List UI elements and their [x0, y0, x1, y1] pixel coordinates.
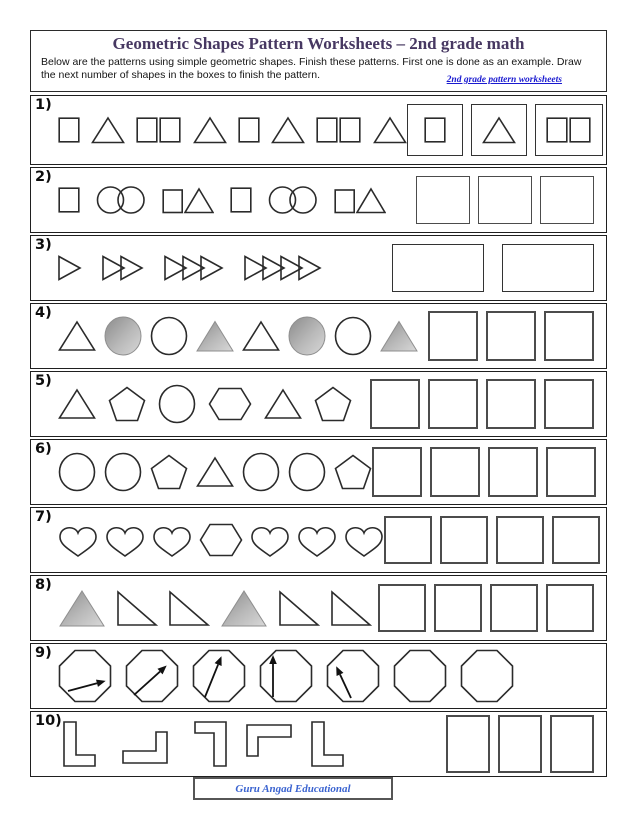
shape-sequence — [58, 185, 386, 215]
shape-sequence — [58, 649, 380, 703]
answer-box — [428, 379, 478, 429]
octagon-shape — [393, 649, 447, 703]
filled-circle-shape — [103, 315, 143, 357]
answer-boxes — [392, 244, 594, 292]
heart-shape — [152, 522, 192, 558]
answer-boxes — [372, 447, 596, 497]
heart-shape — [105, 522, 145, 558]
answer-box — [428, 311, 478, 361]
triangle-group-shape — [164, 254, 226, 282]
right-triangle-shape — [278, 589, 320, 627]
heart-shape — [250, 522, 290, 558]
answer-boxes — [407, 104, 603, 156]
pattern-row-3 — [30, 235, 607, 301]
answer-box — [478, 176, 532, 224]
shape-sequence — [58, 254, 324, 282]
octagon-arrow-shape — [58, 649, 112, 703]
double-square-shape — [136, 117, 182, 143]
filled-triangle-shape — [379, 319, 419, 353]
row-number: 5) — [35, 373, 52, 389]
heart-shape — [58, 522, 98, 558]
row-number: 2) — [35, 169, 52, 185]
triangle-group-shape — [102, 254, 146, 282]
answer-boxes — [378, 584, 594, 632]
answer-box — [552, 516, 600, 564]
right-triangle-shape — [168, 589, 210, 627]
pentagon-shape — [334, 454, 372, 490]
triangle-shape — [264, 388, 302, 420]
pattern-row-5 — [30, 371, 607, 437]
square-triangle-shape — [162, 186, 214, 214]
triangle-shape — [482, 116, 516, 144]
square-shape — [58, 117, 80, 143]
pattern-row-1 — [30, 95, 607, 165]
hexagon-shape — [199, 523, 243, 557]
circle-shape — [150, 316, 188, 356]
answer-box — [546, 584, 594, 632]
octagon-arrow-shape — [326, 649, 380, 703]
l-shape — [58, 718, 108, 770]
answer-box — [486, 379, 536, 429]
l-shape — [182, 718, 232, 770]
answer-box — [540, 176, 594, 224]
answer-box — [546, 447, 596, 497]
triangle-group-shape — [58, 254, 84, 282]
answer-boxes — [416, 176, 594, 224]
pattern-row-8 — [30, 575, 607, 641]
shape-sequence — [58, 384, 352, 424]
answer-box — [384, 516, 432, 564]
row-number: 7) — [35, 509, 52, 525]
circle-shape — [58, 452, 96, 492]
heart-shape — [297, 522, 337, 558]
row-number: 3) — [35, 237, 52, 253]
square-shape — [424, 117, 446, 143]
answer-boxes — [393, 649, 514, 703]
octagon-arrow-shape — [125, 649, 179, 703]
pattern-row-2 — [30, 167, 607, 233]
triangle-shape — [58, 388, 96, 420]
triangle-shape — [196, 456, 234, 488]
example-answer-box — [535, 104, 603, 156]
circle-shape — [104, 452, 142, 492]
triangle-shape — [91, 116, 125, 144]
circle-shape — [158, 384, 196, 424]
triangle-group-shape — [244, 254, 324, 282]
double-circle-shape — [96, 185, 146, 215]
row-number: 10) — [35, 713, 62, 729]
filled-triangle-shape — [195, 319, 235, 353]
pattern-row-6 — [30, 439, 607, 505]
pentagon-shape — [314, 386, 352, 422]
l-shape — [306, 718, 356, 770]
instructions-text: Below are the patterns using simple geometric shapes. Finish these patterns. First one is done as an example. Draw the next number of shapes in the boxes to finish the pattern. — [41, 55, 582, 82]
answer-box — [430, 447, 480, 497]
hexagon-shape — [208, 387, 252, 421]
answer-box — [490, 584, 538, 632]
row-number: 1) — [35, 97, 52, 113]
row-number: 4) — [35, 305, 52, 321]
brand-link[interactable]: Guru Angad Educational — [235, 782, 351, 795]
answer-box — [370, 379, 420, 429]
double-square-shape — [546, 117, 592, 143]
pattern-rows — [30, 95, 607, 779]
shape-sequence — [58, 522, 384, 558]
double-circle-shape — [268, 185, 318, 215]
pattern-row-10 — [30, 711, 607, 777]
answer-box — [372, 447, 422, 497]
right-triangle-shape — [330, 589, 372, 627]
triangle-shape — [242, 320, 280, 352]
heart-shape — [344, 522, 384, 558]
filled-triangle-shape — [58, 588, 106, 628]
answer-box — [486, 311, 536, 361]
triangle-shape — [193, 116, 227, 144]
filled-triangle-shape — [220, 588, 268, 628]
example-answer-box — [471, 104, 527, 156]
shape-sequence — [58, 452, 372, 492]
octagon-arrow-shape — [259, 649, 313, 703]
answer-box — [550, 715, 594, 773]
answer-box — [392, 244, 484, 292]
header — [30, 30, 607, 92]
answer-octagon — [393, 649, 447, 703]
row-number: 8) — [35, 577, 52, 593]
answer-box — [488, 447, 538, 497]
pentagon-shape — [108, 386, 146, 422]
l-shape — [120, 718, 170, 770]
page-title: Geometric Shapes Pattern Worksheets – 2nd grade math — [112, 34, 525, 53]
square-shape — [238, 117, 260, 143]
square-shape — [58, 187, 80, 213]
answer-box — [502, 244, 594, 292]
octagon-shape — [460, 649, 514, 703]
square-triangle-shape — [334, 186, 386, 214]
shape-sequence — [58, 588, 372, 628]
footer — [193, 777, 393, 800]
answer-box — [544, 379, 594, 429]
pattern-worksheets-link[interactable]: 2nd grade pattern worksheets — [446, 75, 562, 85]
answer-box — [498, 715, 542, 773]
right-triangle-shape — [116, 589, 158, 627]
answer-octagon — [460, 649, 514, 703]
answer-box — [440, 516, 488, 564]
pattern-row-4 — [30, 303, 607, 369]
row-number: 9) — [35, 645, 52, 661]
octagon-arrow-shape — [192, 649, 246, 703]
circle-shape — [242, 452, 280, 492]
answer-box — [544, 311, 594, 361]
answer-boxes — [370, 379, 594, 429]
triangle-shape — [58, 320, 96, 352]
shape-sequence — [58, 116, 407, 144]
answer-boxes — [446, 715, 594, 773]
shape-sequence — [58, 315, 419, 357]
square-shape — [230, 187, 252, 213]
answer-box — [434, 584, 482, 632]
l-shape — [244, 718, 294, 770]
answer-box — [496, 516, 544, 564]
answer-box — [378, 584, 426, 632]
pattern-row-9 — [30, 643, 607, 709]
answer-boxes — [428, 311, 594, 361]
shape-sequence — [58, 718, 356, 770]
circle-shape — [288, 452, 326, 492]
pattern-row-7 — [30, 507, 607, 573]
answer-box — [446, 715, 490, 773]
answer-boxes — [384, 516, 600, 564]
filled-circle-shape — [287, 315, 327, 357]
pentagon-shape — [150, 454, 188, 490]
circle-shape — [334, 316, 372, 356]
triangle-shape — [373, 116, 407, 144]
answer-box — [416, 176, 470, 224]
double-square-shape — [316, 117, 362, 143]
triangle-shape — [271, 116, 305, 144]
example-answer-box — [407, 104, 463, 156]
row-number: 6) — [35, 441, 52, 457]
